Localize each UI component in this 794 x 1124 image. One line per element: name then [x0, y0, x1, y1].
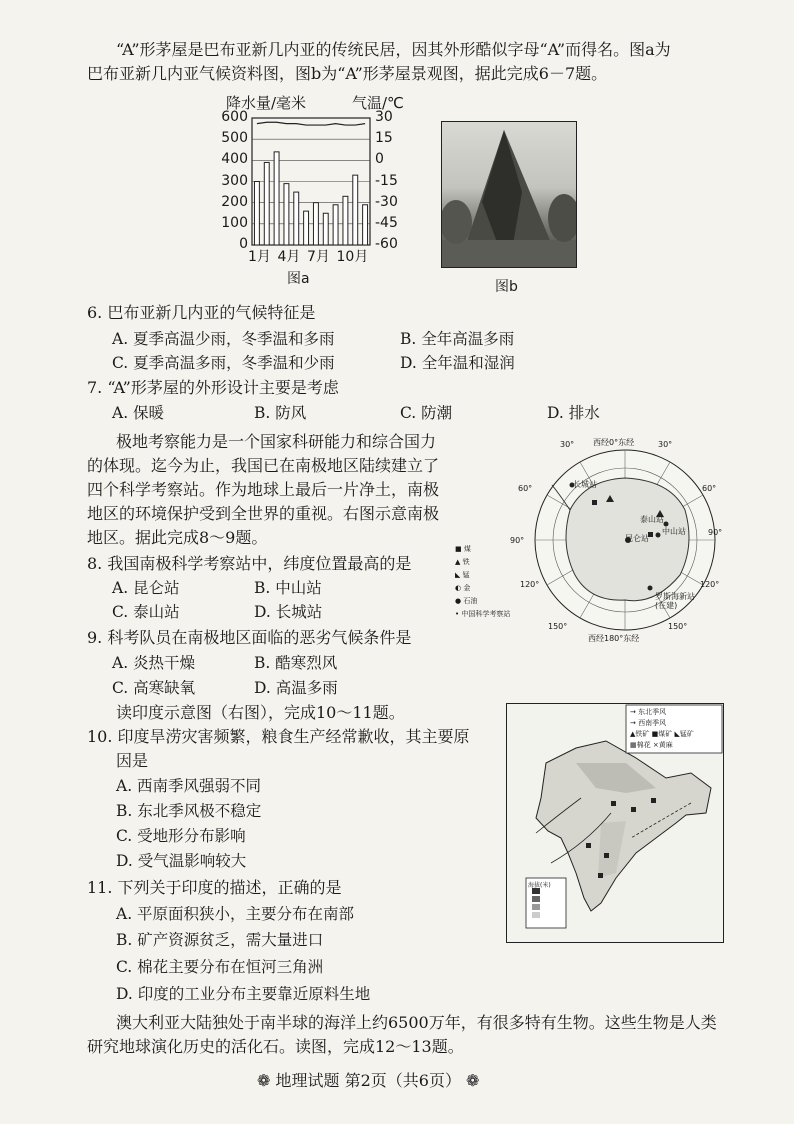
q7-option-d: D. 排水	[547, 404, 600, 422]
legend-station: • 中国科学考察站	[455, 610, 511, 618]
lon-120w: 120°	[520, 580, 540, 589]
left-tick: 500	[221, 130, 248, 147]
q9-option-d: D. 高温多雨	[254, 679, 338, 697]
q11-option-a: A. 平原面积狭小，主要分布在南部	[116, 905, 355, 923]
q11-stem: 11. 下列关于印度的描述，正确的是	[87, 878, 342, 897]
month-tick: 1月	[248, 249, 271, 265]
footer-ornament-left: ❁	[257, 1071, 276, 1090]
antarctic-intro-2: 的体现。迄今为止，我国已在南极地区陆续建立了	[87, 456, 440, 475]
temperature-line	[257, 122, 365, 125]
left-tick: 600	[221, 109, 248, 125]
q8-option-c: C. 泰山站	[112, 603, 180, 621]
lon-90w: 90°	[510, 536, 525, 545]
intro-line-1: “A”形茅屋是巴布亚新几内亚的传统民居，因其外形酷似字母“A”而得名。图a为	[116, 40, 671, 59]
legend-crops: ▦棉花 ×黄麻	[630, 741, 673, 749]
month-tick: 10月	[336, 249, 369, 265]
q10-option-d: D. 受气温影响较大	[116, 852, 247, 870]
q6-option-b: B. 全年高温多雨	[400, 330, 515, 348]
q8-stem: 8. 我国南极科学考察站中，纬度位置最高的是	[87, 554, 412, 573]
q10-option-a: A. 西南季风强弱不同	[116, 777, 262, 795]
legend-oil: ● 石油	[455, 597, 478, 605]
lon-30e: 30°	[658, 440, 673, 449]
legend-manganese: ◣ 锰	[455, 571, 470, 579]
lon-90e: 90°	[708, 528, 723, 537]
q10-option-b: B. 东北季风极不稳定	[116, 802, 262, 820]
q10-option-c: C. 受地形分布影响	[116, 827, 246, 845]
right-tick: -15	[375, 172, 398, 189]
page-footer	[257, 1068, 479, 1091]
precip-bar	[304, 211, 309, 245]
legend-gold: ◐ 金	[455, 584, 471, 592]
a-hut-photo	[441, 121, 577, 268]
q9-option-c: C. 高寒缺氧	[112, 679, 196, 697]
antarctic-intro-1: 极地考察能力是一个国家科研能力和综合国力	[116, 432, 437, 451]
q6-option-c: C. 夏季高温多雨，冬季温和少雨	[112, 354, 335, 372]
a-hut-illustration	[442, 122, 576, 267]
q11-option-b: B. 矿产资源贫乏，需大量进口	[116, 931, 324, 949]
antarctic-intro-3: 四个科学考察站。作为地球上最后一片净土，南极	[87, 480, 440, 499]
left-tick: 300	[221, 172, 248, 189]
q10-stem: 10. 印度旱涝灾害频繁，粮食生产经常歉收，其主要原	[87, 727, 470, 746]
precip-bar	[264, 162, 269, 245]
right-tick: -60	[375, 236, 398, 252]
lon-30w: 30°	[560, 440, 575, 449]
footer-text: 地理试题 第2页（共6页）	[275, 1071, 461, 1090]
precip-bar	[254, 182, 259, 246]
q6-option-a: A. 夏季高温少雨，冬季温和多雨	[112, 330, 335, 348]
lon-150e: 150°	[668, 622, 688, 631]
india-map-svg	[506, 703, 724, 943]
precip-bar	[284, 184, 289, 245]
precip-bar	[333, 205, 338, 245]
q7-option-b: B. 防风	[254, 404, 307, 422]
legend-iron: ▲ 铁	[455, 558, 470, 566]
month-tick: 4月	[277, 249, 301, 265]
precip-bar	[353, 175, 358, 245]
right-tick: 0	[375, 151, 384, 168]
antarctic-intro-5: 地区。据此完成8～9题。	[87, 528, 268, 547]
left-tick: 0	[239, 236, 248, 252]
q9-option-b: B. 酷寒烈风	[254, 654, 338, 672]
q8-option-a: A. 昆仑站	[112, 579, 180, 597]
precip-bar	[274, 152, 279, 245]
q11-option-c: C. 棉花主要分布在恒河三角洲	[116, 958, 324, 976]
q9-stem: 9. 科考队员在南极地区面临的恶劣气候条件是	[87, 628, 412, 647]
precip-bar	[323, 213, 328, 245]
figure-a-caption: 图a	[287, 271, 310, 287]
precip-bar	[343, 196, 348, 245]
right-tick: 30	[375, 109, 393, 125]
left-tick: 200	[221, 193, 248, 210]
q9-option-a: A. 炎热干燥	[112, 654, 196, 672]
left-axis-title: 降水量/毫米	[226, 94, 307, 112]
intro-line-2: 巴布亚新几内亚气候资料图，图b为“A”形茅屋景观图，据此完成6－7题。	[87, 64, 608, 83]
q7-stem: 7. “A”形茅屋的外形设计主要是考虑	[87, 378, 339, 397]
antarctic-bottom-label: 西经180°东经	[588, 634, 640, 643]
footer-ornament-right: ❁	[460, 1071, 480, 1090]
precip-bar	[294, 192, 299, 245]
figure-b-caption: 图b	[495, 279, 518, 295]
lon-120e: 120°	[700, 580, 720, 589]
antarctic-intro-4: 地区的环境保护受到全世界的重视。右图示意南极	[87, 504, 440, 523]
elevation-legend-title: 海拔(米)	[528, 882, 551, 889]
antarctic-top-label: 西经0°东经	[593, 438, 635, 447]
q10-stem-2: 因是	[116, 751, 149, 770]
q8-option-d: D. 长城站	[254, 603, 323, 621]
legend-sw-monsoon: → 西南季风	[630, 719, 667, 727]
left-tick: 400	[221, 151, 248, 168]
q8-option-b: B. 中山站	[254, 579, 322, 597]
right-tick: -30	[375, 193, 398, 210]
q6-option-d: D. 全年温和湿润	[400, 354, 515, 372]
india-intro: 读印度示意图（右图），完成10～11题。	[116, 703, 405, 722]
q11-option-d: D. 印度的工业分布主要靠近原料生地	[116, 985, 371, 1003]
station-zhongshan: 中山站	[662, 527, 686, 536]
right-axis-title: 气温/℃	[352, 94, 404, 112]
q6-stem: 6. 巴布亚新几内亚的气候特征是	[87, 303, 316, 322]
left-tick: 100	[221, 214, 248, 231]
precip-bar	[313, 203, 318, 245]
legend-coal: ■ 煤	[455, 545, 471, 553]
station-kunlun: 昆仑站	[625, 534, 649, 543]
lon-60w: 60°	[518, 484, 533, 493]
lon-60e: 60°	[702, 484, 717, 493]
q7-option-c: C. 防潮	[400, 404, 453, 422]
station-changcheng: 长城站	[573, 480, 597, 489]
station-rossea: 罗斯海新站(在建)	[655, 592, 695, 610]
precip-bar	[363, 205, 368, 245]
right-tick: -45	[375, 214, 398, 231]
lon-150w: 150°	[548, 622, 568, 631]
australia-intro-2: 研究地球演化历史的活化石。读图，完成12～13题。	[87, 1037, 464, 1056]
q7-option-a: A. 保暖	[112, 404, 165, 422]
right-tick: 15	[375, 130, 393, 147]
legend-ne-monsoon: → 东北季风	[630, 708, 667, 716]
australia-intro-1: 澳大利亚大陆独处于南半球的海洋上约6500万年，有很多特有生物。这些生物是人类	[116, 1013, 717, 1032]
month-tick: 7月	[307, 249, 330, 265]
climate-chart	[0, 0, 794, 300]
station-taishan: 泰山站	[640, 515, 664, 524]
legend-minerals: ▲铁矿 ■煤矿 ◣锰矿	[630, 730, 694, 738]
